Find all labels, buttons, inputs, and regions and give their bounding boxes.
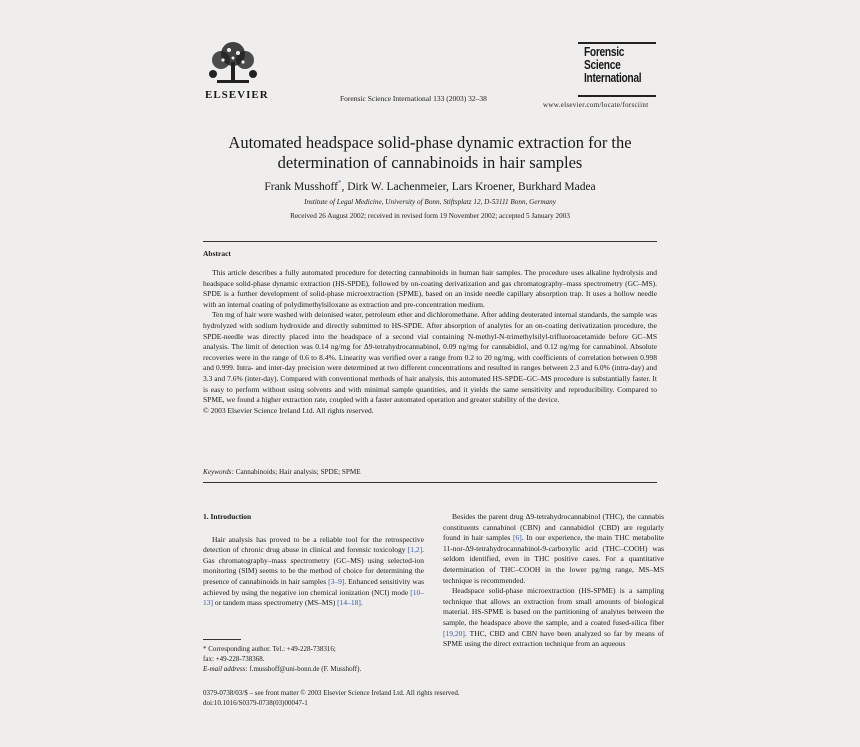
body-text: . THC, CBD and CBN have been analyzed so far by means of SPME using the direct extraction technique from an aqueous	[443, 628, 664, 649]
doi-line[interactable]: doi:10.1016/S0379-0738(03)00047-1	[203, 699, 308, 707]
footnote-email	[203, 664, 424, 674]
journal-logo-line: International	[584, 71, 642, 85]
citation-link[interactable]: [10–13]	[203, 587, 424, 608]
abstract-copyright: © 2003 Elsevier Science Ireland Ltd. All rights reserved.	[203, 405, 374, 415]
left-column	[203, 512, 424, 609]
citation-link[interactable]: [6]	[513, 533, 522, 543]
email-text[interactable]: f.musshoff@uni-bonn.de (F. Musshoff).	[247, 665, 362, 673]
author-list	[200, 179, 660, 193]
abstract-heading: Abstract	[203, 249, 231, 258]
footnote-rule	[203, 639, 241, 640]
section-heading: 1. Introduction	[203, 512, 252, 521]
elsevier-tree-icon	[203, 40, 263, 88]
issn-line: 0379-0738/03/$ – see front matter © 2003 Elsevier Science Ireland Ltd. All rights reserved.	[203, 689, 460, 697]
corresponding-author-mark[interactable]: *	[337, 179, 342, 187]
body-text: .	[360, 598, 363, 608]
divider	[203, 482, 657, 483]
logo-rule-top	[578, 42, 656, 44]
article-title	[200, 133, 660, 173]
divider	[203, 241, 657, 242]
keywords-label: Keywords:	[203, 468, 234, 476]
body-paragraph	[443, 586, 664, 650]
journal-logo-line: Forensic	[584, 45, 625, 59]
abstract-body	[203, 268, 657, 416]
right-column	[443, 512, 664, 650]
footnote	[203, 644, 424, 674]
journal-logo-line: Science	[584, 58, 621, 72]
body-text: . In our experience, the main THC metabolite 11-nor-Δ9-tetrahydrocannabinol-9-carboxylic acid (THC–COOH) was seldom identified, even in THC positive cases. For a quantitative determination of THC–COOH in the lower pg/mg range, MS–MS technique is recommended.	[443, 533, 664, 585]
journal-logo-text	[584, 46, 641, 85]
affiliation: Institute of Legal Medicine, University of Bonn, Stiftsplatz 12, D-53111 Bonn, Germany	[304, 198, 556, 206]
citation-link[interactable]: [3–9]	[328, 576, 345, 586]
journal-logo	[578, 40, 658, 100]
body-text: . Enhanced sensitivity was achieved by using the negative ion chemical ionization (NCI) mode	[203, 576, 424, 597]
body-text: . Gas chromatography–mass spectrometry (GC–MS) using selected-ion monitoring (SIM) seems to be the method of choice for determining the presence of cannabinoids in hair samples	[203, 545, 424, 586]
logo-rule-bottom	[578, 95, 656, 97]
body-text: Besides the parent drug Δ9-tetrahydrocannabinol (THC), the cannabis constituents cannabinol (CBN) and cannabidiol (CBD) are regularly found in hair samples	[443, 512, 664, 543]
abstract-paragraph: Ten mg of hair were washed with deionised water, petroleum ether and dichloromethane. After adding deuterated internal standards, the sample was hydrolyzed with sodium hydroxide and directly submitted to HS-SPDE. After absorption of analytes for an on-coating derivatization procedure, the SPDE-needle was directly placed into the headspace of a second vial containing N-methyl-N-trimethylsilyl-trifluoroacetamide before GC–MS analysis. The limit of detection was 0.14 ng/mg for Δ9-tetrahydrocannabinol, 0.09 ng/mg for cannabidiol, and 0.12 ng/mg for cannabinol. Absolute recoveries were in the range of 0.6 to 8.4%. Linearity was verified over a range from 0.2 to 20 ng/mg, with coefficients of correlation between 0.998 and 0.999. Intra- and inter-day precision were determined at two different concentrations and resulted in ranges between 2.3 and 6.0% (intra-day) and 3.3 and 7.6% (inter-day). Compared with conventional methods of hair analysis, this automated HS-SPDE–GC–MS procedure is substantially faster. It is easy to perform without using solvents and with minimal sample quantities, and it yields the same sensitivity and reproducibility. Compared to SPME, we found a higher extraction rate, coupled with a faster automated operation and greater stability of the device.	[203, 310, 657, 405]
publisher-name: ELSEVIER	[205, 89, 269, 101]
article-dates: Received 26 August 2002; received in revised form 19 November 2002; accepted 5 January 2003	[290, 212, 570, 220]
journal-citation: Forensic Science International 133 (2003) 32–38	[340, 94, 487, 103]
author-name: Frank Musshoff	[264, 180, 338, 193]
abstract-paragraph: This article describes a fully automated procedure for detecting cannabinoids in human hair samples. The procedure uses alkaline hydrolysis and headspace solid-phase dynamic extraction (HS-SPDE), followed by on-coating derivatization and gas chromatography–mass spectrometry (GC–MS). SPDE is a further development of solid-phase microextraction (SPME), based on an inside needle capillary absorption trap. It uses a hollow needle with an internal coating of polydimethylsiloxane as extraction and pre-concentration medium.	[203, 268, 657, 309]
footnote-line: * Corresponding author. Tel.: +49-228-738316;	[203, 645, 336, 653]
publisher-logo	[203, 40, 269, 102]
body-paragraph	[203, 535, 424, 609]
email-label: E-mail address:	[203, 665, 248, 673]
publication-info	[203, 688, 657, 708]
keywords	[203, 468, 657, 476]
author-names: , Dirk W. Lachenmeier, Lars Kroener, Burkhard Madea	[341, 180, 596, 193]
body-paragraph	[443, 512, 664, 586]
citation-link[interactable]: [1,2]	[407, 545, 423, 555]
citation-link[interactable]: [19,20]	[443, 628, 465, 638]
footnote-line: fax: +49-228-738368.	[203, 655, 265, 663]
body-text: Hair analysis has proved to be a reliable tool for the retrospective detection of chronic drug abuse in clinical and forensic toxicology	[203, 534, 424, 555]
journal-url[interactable]: www.elsevier.com/locate/forsciint	[543, 101, 649, 109]
keywords-text: Cannabinoids; Hair analysis; SPDE; SPME	[233, 468, 361, 476]
body-text: or tandem mass spectrometry (MS–MS)	[213, 598, 338, 608]
body-text: Headspace solid-phase microextraction (HS-SPME) is a sampling technique that allows an extraction from small amounts of biological material. HS-SPME is based on the partitioning of analytes between the sample, the headspace above the sample, and a coated fused-silica fiber	[443, 586, 664, 627]
title-line: Automated headspace solid-phase dynamic extraction for the	[228, 133, 632, 152]
citation-link[interactable]: [14–18]	[337, 598, 361, 608]
title-line: determination of cannabinoids in hair samples	[277, 153, 583, 172]
